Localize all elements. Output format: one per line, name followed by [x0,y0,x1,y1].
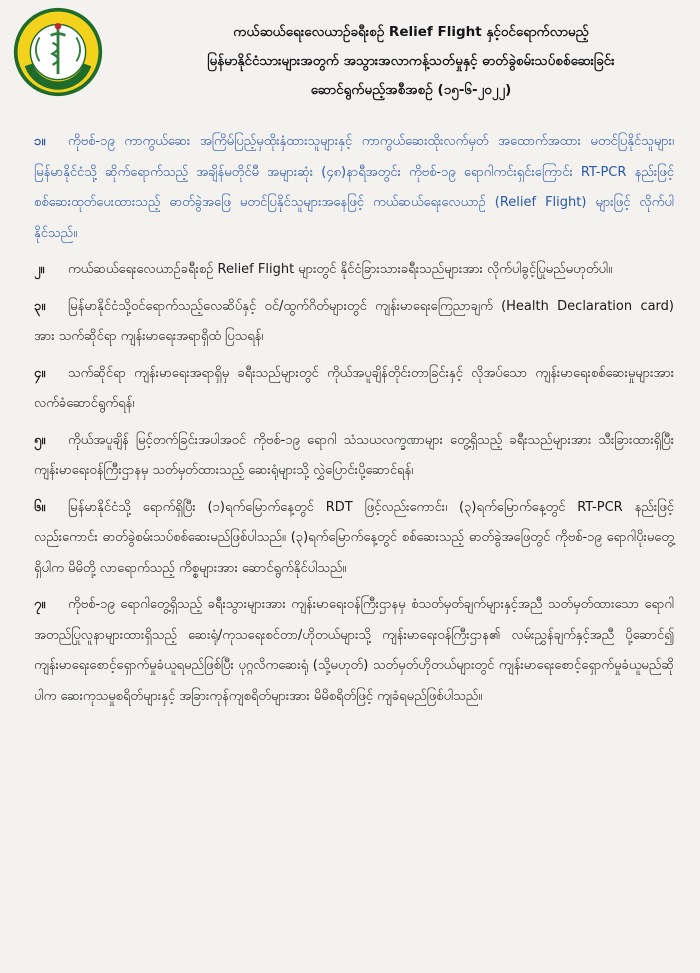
paragraph-number: ၇။ [34,597,46,612]
paragraph-4 [34,359,674,420]
paragraph-number: ၃။ [34,298,46,314]
paragraph-text: ကိုဗစ်-၁၉ ရောဂါတွေ့ရှိသည့် ခရီးသွားများအား ကျန်းမာရေးဝန်ကြီးဌာနမှ စံသတ်မှတ်ချက်များနှင့်အညီ သတ်မှတ်ထားသော ရောဂါအတည်ပြုလူနာများထားရှိသည့် ဆေးရုံ/ကုသရေးစင်တာ/ဟိုတယ်များသို့ ကျန်းမာရေးဝန်ကြီးဌာန၏ လမ်းညွှန်ချက်နှင့်အညီ ပို့ဆောင်၍ ကျန်းမာရေးစောင့်ရှောက်မှုခံယူရမည်ဖြစ်ပြီး ပုဂ္ဂလိကဆေးရုံ (သို့မဟုတ်) သတ်မှတ်ဟိုတယ်များတွင် ကျန်းမာရေးစောင့်ရှောက်မှုခံယူမည်ဆိုပါက ဆေးကုသမှုစရိတ်များနှင့် အခြားကုန်ကျစရိတ်များအား မိမိစရိတ်ဖြင့် ကျခံရမည်ဖြစ်ပါသည်။ [34,597,674,704]
paragraph-1 [34,127,674,249]
paragraph-number: ၁။ [34,134,46,149]
paragraph-text: သက်ဆိုင်ရာ ကျန်းမာရေးအရာရှိမှ ခရီးသည်များတွင် ကိုယ်အပူချိန်တိုင်းတာခြင်းနှင့် လိုအပ်သော ကျန်းမာရေးစစ်ဆေးမှုများအား လက်ခံဆောင်ရွက်ရန်၊ [34,365,674,411]
header-title-line-1: ကယ်ဆယ်ရေးလေယာဉ်ခရီးစဉ် Relief Flight နှင့်ဝင်ရောက်လာမည့် [233,24,589,40]
paragraph-text: မြန်မာနိုင်ငံသို့ဝင်ရောက်သည့်လေဆိပ်နှင့် ဝင်/ထွက်ဂိတ်များတွင် ကျန်းမာရေးကြေညာချက် (Health Declaration card) အား သက်ဆိုင်ရာ ကျန်းမာရေးအရာရှိထံ ပြသရန်၊ [34,298,674,344]
document-body [34,127,674,712]
paragraph-number: ၄။ [34,365,46,381]
header-title-line-3: ဆောင်ရွက်မည့်အစီအစဉ် (၁၅-၆-၂၀၂၂) [310,82,512,98]
paragraph-number: ၅။ [34,432,46,448]
paragraph-text: ကိုဗစ်-၁၉ ကာကွယ်ဆေး အကြိမ်ပြည့်မှထိုးနှံထားသူများနှင့် ကာကွယ်ဆေးထိုးလက်မှတ် အထောက်အထား မတင်ပြနိုင်သူများ၊ မြန်မာနိုင်ငံသို့ ဆိုက်ရောက်သည့် အချိန်မတိုင်မီ အများဆုံး (၄၈)နာရီအတွင်း ကိုဗစ်-၁၉ ရောဂါကင်းရှင်းကြောင်း RT-PCR နည်းဖြင့် စစ်ဆေးထုတ်ပေးထားသည့် ဓာတ်ခွဲအဖြေ မတင်ပြနိုင်သူများအနေဖြင့် ကယ်ဆယ်ရေးလေယာဉ် (Relief Flight) များဖြင့် လိုက်ပါနိုင်သည်။ [34,134,674,241]
paragraph-text: ကယ်ဆယ်ရေးလေယာဉ်ခရီးစဉ် Relief Flight များတွင် နိုင်ငံခြားသားခရီးသည်များအား လိုက်ပါခွင့်ပြုမည်မဟုတ်ပါ။ [68,262,613,277]
paragraph-2 [34,255,674,286]
paragraph-6 [34,493,674,585]
paragraph-3 [34,292,674,353]
ministry-seal-icon [12,6,104,98]
paragraph-number: ၂။ [34,262,45,277]
header-title-line-2: မြန်မာနိုင်ငံသားများအတွက် အသွားအလာကန့်သတ်မှုနှင့် ဓာတ်ခွဲစမ်းသပ်စစ်ဆေးခြင်း [207,53,615,69]
paragraph-7 [34,590,674,712]
paragraph-text: မြန်မာနိုင်ငံသို့ ရောက်ရှိပြီး (၁)ရက်မြောက်နေ့တွင် RDT ဖြင့်လည်းကောင်း၊ (၃)ရက်မြောက်နေ့တွင် RT-PCR နည်းဖြင့်လည်းကောင်း ဓာတ်ခွဲစမ်းသပ်စစ်ဆေးမည်ဖြစ်ပါသည်။ (၃)ရက်မြောက်နေ့တွင် စစ်ဆေးသည့် ဓာတ်ခွဲအဖြေတွင် ကိုဗစ်-၁၉ ရောဂါပိုးမတွေ့ရှိပါက မိမိတို့ လာရောက်သည့် ကိစ္စများအား ဆောင်ရွက်နိုင်ပါသည်။ [34,499,674,576]
paragraph-5 [34,426,674,487]
document-header [162,18,660,105]
paragraph-number: ၆။ [34,499,46,515]
paragraph-text: ကိုယ်အပူချိန် မြင့်တက်ခြင်းအပါအဝင် ကိုဗစ်-၁၉ ရောဂါ သံသယလက္ခဏာများ တွေ့ရှိသည့် ခရီးသည်များအား သီးခြားထားရှိပြီး ကျန်းမာရေးဝန်ကြီးဌာနမှ သတ်မှတ်ထားသည့် ဆေးရုံများသို့ လွှဲပြောင်းပို့ဆောင်ရန်၊ [34,432,674,478]
